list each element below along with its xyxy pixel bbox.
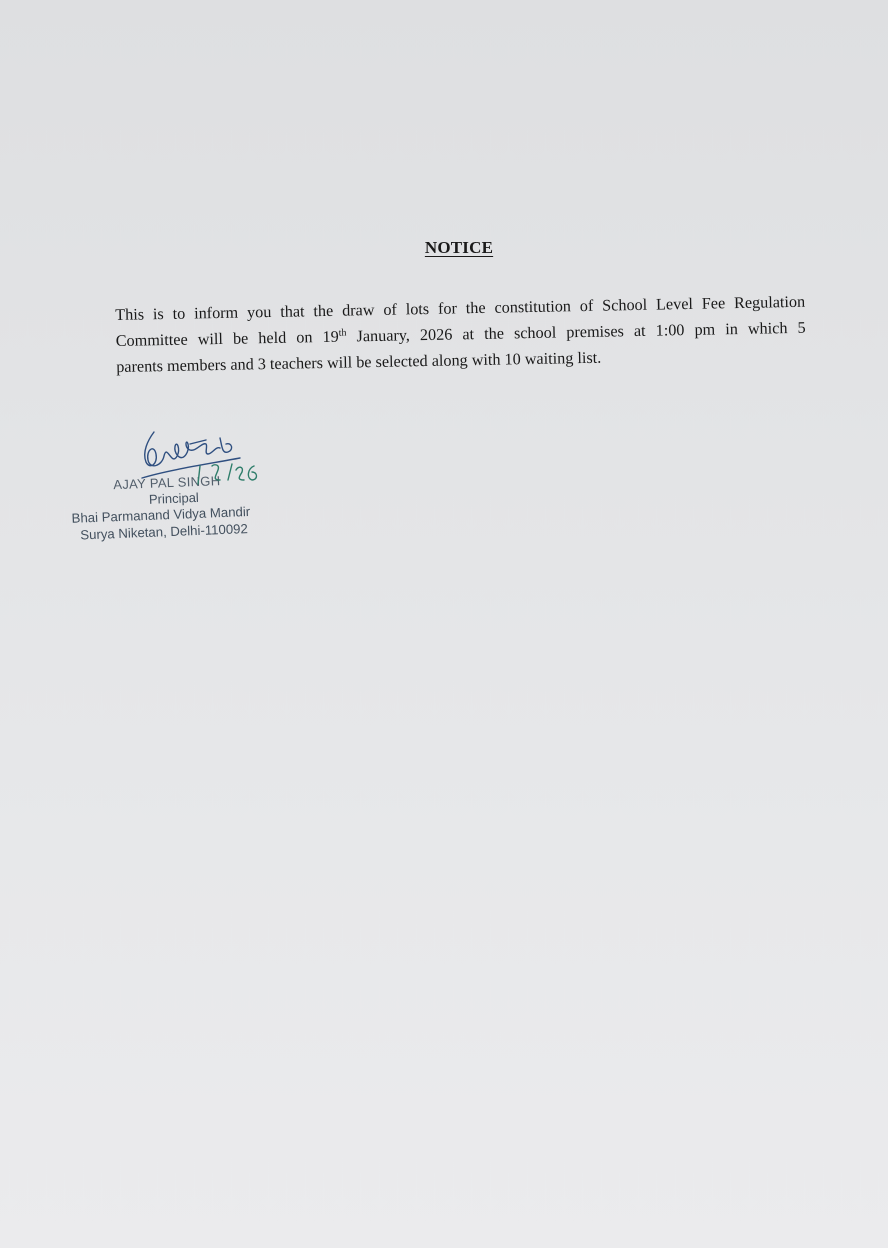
notice-line-2-end: January, 2026 at the school premises at 1:00 pm in which 5 xyxy=(346,318,806,346)
notice-line-2-start: Committee will be held on 19 xyxy=(115,327,339,350)
stamp-address: Surya Niketan, Delhi-110092 xyxy=(79,521,249,543)
stamp-name: AJAY PAL SINGH xyxy=(113,473,221,493)
signature-stroke xyxy=(142,432,240,478)
notice-line-1: This is to inform you that the draw of lots for the constitution of School Level Fee Regulation xyxy=(115,292,806,324)
stamp-role: Principal xyxy=(148,489,200,507)
date-ordinal-suffix: th xyxy=(338,327,347,339)
notice-body xyxy=(115,289,806,380)
stamp-school: Bhai Parmanand Vidya Mandir xyxy=(71,503,251,526)
principal-signature xyxy=(128,420,268,500)
signature-date-stroke xyxy=(198,464,257,484)
notice-title: NOTICE xyxy=(424,238,494,257)
notice-line-3: parents members and 3 teachers will be selected along with 10 waiting list. xyxy=(116,348,602,376)
